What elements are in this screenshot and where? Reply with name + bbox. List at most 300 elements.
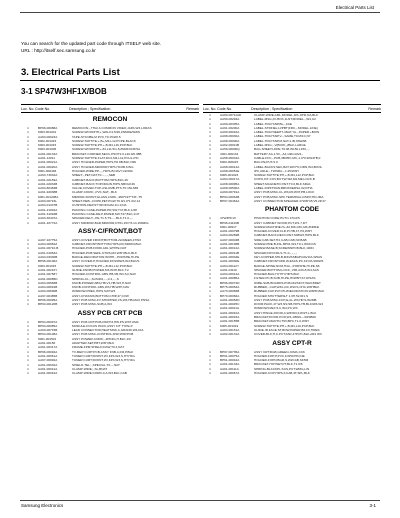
row-description: CLAMP-WIRE;AML,MODEL,1PL,DH0,NA,BLK: [254, 113, 319, 117]
row-description: ASSY POWER-CORD;-,2PINIG,H,BLK,1/0: [72, 336, 131, 341]
row-code: BP96-00092A: [38, 349, 58, 354]
header-description: Description ; Specification: [251, 106, 293, 111]
row-description: ASSY PCB;MISC-CL,W3,RF,W3T,PB,LOCK: [254, 190, 315, 195]
row-code: 6002-001015: [38, 138, 57, 143]
row-loc: 1: [209, 332, 211, 337]
row-description: ASSY PCB MISC-CONTROL;DSP,W3P,PCB: [72, 332, 134, 337]
row-description: SHIELD-TEL;-,SPECIAL,T0.--,NAT: [72, 362, 120, 367]
row-description: WINDOW;D/EX,5,C,W4,PC,W3: [254, 306, 298, 311]
row-loc: 1: [209, 216, 211, 221]
row-description: SPACER-FELT;-,PE,T1.5,TS---,.BLK,T1.0,-,-: [72, 216, 133, 221]
row-description: WIRE-SUB,BOARDS,PCB,M4/SFCT,WA0,BRET: [254, 280, 321, 285]
row-code: AA97-00092A: [38, 358, 58, 363]
row-code: BP61-00075A: [220, 353, 240, 358]
row-loc: 1: [209, 371, 211, 376]
row-description: LABEL-MSG;-,V(BOW,-)/BLK,LARGE: [254, 143, 306, 148]
row-loc: 1: [209, 117, 211, 122]
row-loc: 1: [27, 164, 29, 169]
group-title: REMOCON: [92, 116, 128, 123]
row-description: HOLDER-COVER;CLR,PI,HB,47,H3,W3H: [254, 229, 312, 234]
table-header: [203, 104, 381, 113]
row-loc: 1: [209, 130, 211, 135]
row-code: AA61-10772A: [38, 220, 58, 225]
row-description: BRACKET;DOOR,PCR,W4,J/8W6---/02SB06: [254, 315, 316, 320]
row-loc: 1: [209, 267, 211, 272]
row-loc: 1: [27, 349, 29, 354]
row-description: CABINET-FRONT;MID,W,ESAS,PC,FZ,PA,S96W3: [254, 259, 324, 264]
row-code: AA64-00112Y: [220, 263, 240, 268]
row-code: AA97-00485B: [38, 293, 58, 298]
header-loc: Loc. No.: [203, 106, 217, 111]
row-loc: 1: [27, 302, 29, 307]
row-loc: 1: [27, 151, 29, 156]
row-description: ASSY CONNECTOR;SPEAKER,47W3H,B,V5,2P,47: [254, 198, 326, 203]
row-loc: 1: [209, 259, 211, 264]
row-loc: 1: [209, 237, 211, 242]
parts-rows-right: [203, 113, 381, 375]
row-code: AA68-00051E: [220, 168, 240, 173]
row-description: LABEL-TRAYSNP,M,NAT,4,/B,3SWAB: [254, 138, 307, 143]
row-code: AA61-00710-B: [38, 246, 59, 251]
row-code: AA68-00014A: [220, 164, 240, 169]
row-loc: 1: [27, 216, 29, 221]
row-description: HOLDER-WIRE;PP,-,-,HIPS-B,NAVY,22/28A: [72, 168, 133, 173]
header-remark: Remark: [186, 106, 199, 111]
row-code: AA64-80484B: [38, 186, 58, 191]
row-description: SPACER-BOTTOM,LOCK,,V96,A33-8,W4,SAS: [254, 267, 319, 272]
row-description: ASSY-COVER FRONT;BOTTOM+SCREEN,47W3: [72, 237, 141, 242]
row-code: AA61-00054D: [220, 297, 240, 302]
row-loc: 1: [27, 156, 29, 161]
row-loc: 1: [209, 151, 211, 156]
row-loc: 1: [27, 289, 29, 294]
row-loc: 1: [209, 186, 211, 191]
header-code: Code No.: [217, 106, 233, 111]
row-loc: 1: [27, 237, 29, 242]
row-description: KNOB-CONTROL;ABS,W3,HB,W3H,NAV: [72, 285, 130, 290]
row-loc: 1: [209, 272, 211, 277]
row-code: AA61-00155B: [220, 319, 240, 324]
row-description: ASSY COVER-P;HOLDER,FP,S96W3,W3,BLK/S: [72, 259, 140, 264]
row-code: AA68-00000A: [220, 138, 240, 143]
row-code: AA59-00000Q: [220, 147, 240, 152]
row-description: BRACKET-HOTSET,PT,BLK,T1.0/6: [254, 362, 303, 367]
row-code: AA61-00067A: [220, 371, 240, 376]
row-code: BP61-00042A: [220, 358, 240, 363]
row-loc: 1: [209, 173, 211, 178]
row-code: AA61-00061A: [38, 353, 58, 358]
row-description: SHEET-HEB;-,FOPR,PET,PGW,T0.0/1,0*1.0/2.14: [72, 199, 141, 204]
row-loc: 1: [27, 143, 29, 148]
row-loc: 1: [209, 160, 211, 165]
row-description: BAG-SHEET;LDPE,T0.08,W150,L150,-,-: [254, 147, 310, 152]
row-loc: 1: [209, 327, 211, 332]
row-description: WINDOW-PREC,HIPS,NAT,W3: [72, 289, 116, 294]
row-description: TAPE-STCUBE,M,PVC,T0.15/2/0.5: [72, 134, 121, 139]
row-loc: 1: [27, 276, 29, 281]
row-description: RUBBER;CUP,PUT,PIU/DECORATION,W3PR,BLK: [254, 289, 325, 294]
row-loc: 1: [209, 246, 211, 251]
row-loc: 1: [209, 233, 211, 238]
row-description: HOLDER;SHUTTERSLT 1.0H,52,IR1,S: [254, 293, 309, 298]
row-loc: 1: [209, 220, 211, 225]
row-loc: 1: [209, 289, 211, 294]
row-description: SCREW-MACHINE;H+,#2,M3x,MC,M4,ZNMFE: [254, 224, 320, 229]
row-code: AA61-00196B: [220, 242, 240, 247]
row-code: BP94-00108A: [38, 332, 58, 337]
row-loc: 1: [27, 207, 29, 212]
row-description: ASSY MIRROR-BAR;MIRROR,DT61,15/7/3.14,150MCL: [72, 220, 150, 225]
row-loc: 1: [209, 358, 211, 363]
row-loc: 1: [209, 121, 211, 126]
row-code: AA63-73032A: [38, 173, 58, 178]
row-code: AA61-00111A: [220, 366, 239, 371]
row-code: AA61-00021A: [38, 160, 58, 165]
row-loc: 1: [27, 242, 29, 247]
row-loc: 1: [27, 147, 29, 152]
row-code: AA62-00131A: [220, 332, 240, 337]
row-code: AA62-00011B: [220, 143, 240, 148]
row-description: SHEET;-,PET,NAT,T0.--,-,-,SEB: [72, 173, 116, 178]
row-description: DOOR;PACK,47,W3,NS;SB,HIPS,H5,BLK/W3-W4: [254, 302, 324, 307]
row-code: AA61-00317A: [38, 345, 58, 350]
row-code: AA61-00012A: [38, 366, 58, 371]
row-description: BAG PE;PUT/1.0: [254, 160, 278, 165]
row-loc: 1: [27, 280, 29, 285]
row-loc: 1: [27, 319, 29, 324]
row-description: ASSY HOLDER-PAPER;HIPS,H0.8B,BLK,N96: [72, 160, 137, 165]
row-code: AA61-00012A: [220, 246, 240, 251]
row-code: AA60-00711AD: [220, 113, 242, 117]
row-code: AA64-00690B: [38, 289, 58, 294]
row-code: 6000-000015: [220, 160, 239, 165]
row-code: AA61-31094B: [38, 211, 58, 216]
row-code: AA61-00200A: [220, 125, 240, 130]
subsection-title: 3-1 SP47W3HF1X/BOB: [21, 87, 107, 96]
row-loc: 1: [27, 134, 29, 139]
row-description: CABLE-FFC;-,PCB,3B/05C,M3,-1.0*0.9/W4TB,0: [254, 155, 321, 160]
update-note: [21, 40, 161, 54]
row-description: CLAMP-WIRE;-,SL,BNAT: [72, 366, 108, 371]
row-loc: 1: [209, 190, 211, 195]
row-description: CUSHION-DEP,STYROFOAM,1/1.0,NA: [72, 203, 127, 208]
row-code: 6005-001019: [220, 323, 239, 328]
row-loc: 1: [27, 177, 29, 182]
row-description: HOLDER-FOP;P,PVC,F,W5CHIN,NE: [254, 353, 305, 358]
row-code: BP96-01126B: [220, 220, 240, 225]
footer-company: Samsung Electronics: [21, 503, 64, 508]
footer-rule: [20, 500, 380, 501]
row-loc: 1: [209, 366, 211, 371]
row-loc: 1: [27, 285, 29, 290]
group-title: PHANTOM CODE: [264, 206, 320, 214]
table-header: [21, 104, 199, 113]
row-loc: 1: [27, 190, 29, 195]
row-description: LABEL-MSG;AY-BOX,1LNT,MODEL,-,W4,U2: [254, 117, 316, 122]
row-loc: 1: [27, 267, 29, 272]
row-loc: 1: [27, 126, 29, 130]
row-description: TUNER;CURT;FRONT,I/O,FZS,W3,S,HT,H4G: [72, 353, 135, 358]
group-title: ASSY CPT-R: [272, 339, 312, 347]
row-code: BP96-00106A: [38, 259, 58, 264]
row-code: BP70-00066A: [220, 293, 240, 298]
footer-page-number: 3-1: [369, 503, 376, 508]
table-row: [203, 371, 381, 375]
row-description: KEY-COPPER,SHLB,M3/2SSBAP,DAV,DA,W5AS: [254, 254, 323, 259]
row-loc: 1: [209, 315, 211, 320]
row-description: FILTER-PC;B,SUB,HI-PE,HI/W5H,S7,R/SAS: [254, 276, 316, 281]
row-code: AA63-00023A: [38, 134, 58, 139]
row-loc: 1: [209, 297, 211, 302]
row-code: BP96-00088A: [38, 126, 58, 130]
row-code: AA61-01063A: [38, 250, 58, 255]
table-row: [21, 302, 199, 306]
row-description: MIRROR-FRONT;GLASS,LN0D,-,950*197*T4T,-T5: [72, 194, 142, 199]
row-description: ASSY CABINET WOOD;PUT,W1.7,DT: [254, 220, 308, 225]
note-line-2: URL : http://itself.sec.samsung.co.kr: [21, 48, 96, 53]
row-loc: 1: [209, 224, 211, 229]
row-code: 6003-001006: [38, 147, 57, 152]
row-code: AA61-00216Y: [38, 267, 58, 272]
row-code: 6001-001501: [38, 336, 57, 341]
row-code: 6003-001001: [38, 130, 57, 135]
row-code: AA60-00305A: [220, 121, 240, 126]
row-description: BADGE-SPINE;NCM,H4A,-,PORSHE,HI-PE,S6: [254, 263, 320, 268]
row-code: AA97-00004B: [220, 237, 240, 242]
row-code: AA61-00016A: [38, 371, 58, 376]
group-title: ASSY PCB CRT PCB: [77, 309, 143, 317]
row-description: HOLDER-FOPN;BGR,S,W2CAB,SK5M: [254, 358, 309, 363]
row-loc: 1: [27, 362, 29, 367]
row-loc: 1: [27, 186, 29, 191]
row-description: LABEL-STRFIEL;LVPBT(FRC,-,MODEL,LINE): [254, 125, 318, 130]
row-loc: 1: [27, 160, 29, 165]
row-loc: 1: [209, 138, 211, 143]
row-code: AA61-12011: [38, 156, 55, 161]
row-loc: 1: [209, 349, 211, 354]
row-code: AA60-00791A: [220, 190, 240, 195]
row-loc: 1: [27, 293, 29, 298]
row-loc: 1: [209, 306, 211, 311]
row-loc: 1: [27, 328, 29, 333]
row-loc: 1: [27, 259, 29, 264]
row-description: HOLDER-COP;HIPS,F,CAB,4T,SPL,BLK: [254, 371, 310, 376]
row-code: AA68-00500A: [220, 186, 240, 191]
row-code: AA61-00085D: [38, 276, 58, 281]
row-description: LABEL-TRAYSNP,BL,-,FAE: [254, 121, 292, 126]
row-code: AA64-00269B: [220, 233, 240, 238]
row-description: SPRING-CL;-,SUS304,-,-,0.4,-,-,S: [72, 276, 119, 281]
row-code: BP97-00735A: [220, 349, 240, 354]
row-code: 6001-00917: [220, 224, 237, 229]
row-loc: 1: [209, 229, 211, 234]
row-loc: 1: [209, 194, 211, 199]
row-loc: 1: [209, 113, 211, 117]
row-code: 6001-000448: [38, 168, 57, 173]
row-code: AA61-00133A: [38, 151, 58, 156]
row-code: 6003-001015: [38, 263, 57, 268]
header-remark: Remark: [368, 106, 381, 111]
row-code: AA61-00004E: [220, 254, 240, 259]
row-description: ASSY PCB MISC-FV;SHOPPER,VS,W3,HB,MAX,PNSA: [72, 297, 150, 302]
row-loc: 1: [27, 130, 29, 135]
row-code: AA73-00066B: [220, 289, 240, 294]
row-code: AA61-00015A: [220, 315, 240, 320]
row-loc: 1: [27, 211, 29, 216]
row-loc: 1: [209, 284, 211, 289]
row-code: AA61-00032A: [38, 362, 58, 367]
row-code: AA64-00017A: [220, 177, 240, 182]
row-code: AA61-00030E: [220, 259, 240, 264]
row-loc: 1: [209, 181, 211, 186]
row-code: 47W3HF1X: [220, 216, 236, 221]
row-code: AA64-01337B: [38, 203, 58, 208]
row-description: LEAD CONNECTOR;HEATSINK,A,GRAND,W4,DIA: [72, 328, 144, 333]
row-code: AA60-00016A: [220, 130, 240, 135]
parts-rows-left: [21, 113, 199, 375]
row-loc: 1: [27, 336, 29, 341]
row-description: ASSY-CHASSIS;BOTTOM,CHIP,47,CVW: [72, 293, 129, 298]
row-loc: 1: [209, 164, 211, 169]
row-loc: 1: [209, 353, 211, 358]
row-code: BP94-00064B: [220, 194, 240, 199]
row-loc: 1: [27, 138, 29, 143]
row-code: AA61-00156: [38, 341, 56, 346]
header-loc: Loc. No.: [21, 106, 35, 111]
row-description: LABEL-DIPFTRAN;BRNXDERSA,02,P/HA: [254, 186, 313, 191]
row-description: VALUE,COVER-TOP-ASLUMB,PTS,T0.1NLS65: [72, 186, 139, 191]
row-loc: 1: [27, 203, 29, 208]
row-description: ASSY;HINGE,DOOR,A,W3/W3,F,W3/T,L,BLK: [254, 310, 317, 315]
row-loc: 1: [209, 319, 211, 324]
row-loc: 1: [27, 181, 29, 186]
row-loc: 1: [27, 353, 29, 358]
row-description: TV-MEP;CURT;PCB,ASSY FNB,A,FM,P,BLK: [72, 349, 134, 354]
row-description: ASSY CRT;RGB,GREEN,JUMA,CC6: [254, 349, 305, 354]
row-loc: 1: [27, 297, 29, 302]
row-code: AA97-10775A: [38, 237, 58, 242]
row-code: BP94-00120B: [38, 302, 58, 307]
row-description: ASSY PCB CRT;PCB,DSP,H3,HW,PS,W3T,UMA: [72, 319, 139, 324]
row-code: AA61-21094A: [38, 207, 58, 212]
row-loc: 1: [209, 310, 211, 315]
row-loc: 1: [209, 134, 211, 139]
row-description: SCREW-PRE;B,4SL,BP01,W4,T0,1,WCF,DS: [254, 242, 316, 247]
row-loc: 1: [209, 276, 211, 281]
row-code: AA64-03330B: [38, 255, 58, 260]
row-loc: 1: [209, 293, 211, 298]
row-code: AA63-00014A: [220, 272, 240, 277]
row-description: COPO,KIT-COV,BUT;W;SM,M4,ME;LOCK,B: [254, 177, 315, 182]
row-loc: 1: [209, 280, 211, 285]
row-code: AA64-00691B: [38, 285, 58, 290]
row-loc: 1: [27, 246, 29, 251]
section-rule: [20, 80, 380, 81]
parts-column-left: [21, 104, 199, 375]
row-description: TUNER;CURT;FRONT,I/O,FZS,W3,S,HT,H4G: [72, 358, 135, 363]
row-code: BP96-00074D: [220, 280, 240, 285]
row-loc: 1: [209, 155, 211, 160]
row-loc: 1: [27, 366, 29, 371]
row-code: AA59-00294A: [220, 117, 240, 122]
row-description: CABINET-BACK;BOTTOM,HIPS,BLK,46: [72, 177, 128, 182]
row-description: COVER-BLK;H,C,PCT,FAR,47P,PC,BLK+IR4 W3: [254, 332, 322, 337]
row-description: SCREW-TAPTITE;PH,+,B,M4,L12,PCP,BLK: [72, 263, 133, 268]
row-code: AA61-00133A: [220, 362, 240, 367]
row-loc: 1: [27, 272, 29, 277]
row-description: HOLDER-PCB;FORD,ADL,WHITE,NAT: [72, 246, 127, 251]
row-description: ASSY PCB MISC-SUB;A,W3: [72, 302, 112, 307]
row-description: REMOCON;-,THAI A COMMON VIDEO,JAPA,W3,LORAS: [72, 126, 152, 130]
row-loc: 1: [209, 250, 211, 255]
row-loc: 1: [27, 263, 29, 268]
row-code: AA61-00011A: [220, 306, 240, 311]
row-description: GUIDE-IR,FACE;ST,BOW,PAPER,B6,F3,TIRES: [254, 327, 320, 332]
row-code: BP96-00095A: [38, 297, 58, 302]
row-description: CLAMP-WIRE;CORD-0,A,W3,BLK,CAB: [72, 371, 127, 376]
row-loc: 1: [209, 263, 211, 268]
row-code: AA61-00020A: [38, 164, 58, 169]
row-code: 6005-001023: [220, 173, 239, 178]
row-description: SHEET-MAGNETIC;PET,T0.0,BLK,SRA1: [254, 181, 311, 186]
row-loc: 1: [27, 168, 29, 173]
table-row: [203, 332, 381, 336]
row-description: PHANTOM CODE;PUT/1 47C2/5: [254, 216, 300, 221]
row-description: BRACKET-CORNER;SECC,PSOT2.0,L40.0/0.38B: [72, 151, 142, 156]
row-description: HOLDER-PCB;SEDL,N70/S,M3,W3H,BLK,BLK: [72, 250, 137, 255]
row-loc: 1: [209, 177, 211, 182]
row-description: CLAMP-CORD;-,PVC,NAT,-,BLK: [72, 190, 117, 195]
row-loc: 1: [27, 173, 29, 178]
table-row: [21, 371, 199, 375]
row-code: 4301-000134: [220, 151, 239, 156]
row-loc: 1: [209, 323, 211, 328]
parts-column-right: [203, 104, 381, 375]
row-description: BADGE-DECORATION;W3HH,-,PORSHE,HI-PE: [72, 255, 140, 260]
row-loc: 1: [209, 254, 211, 259]
row-loc: 1: [209, 147, 211, 152]
group-title: ASSY-C/FRONT,BOT: [77, 227, 143, 235]
row-description: SCREW-TAPTITE;+,B+,M4,L12,PCPE,BLACK: [72, 138, 136, 143]
row-description: SCREW-WOODHH;+,#4,L11.5/1.8,ZNMFCFR/SA: [72, 147, 141, 152]
header-code: Code No.: [35, 106, 51, 111]
row-code: AA60-00715B: [38, 328, 58, 333]
row-description: FRAME-FPM;SHIELD,DAW,T0.4,NAT: [72, 345, 125, 350]
row-code: AA61-00079B: [220, 229, 240, 234]
row-code: AA64-00151A: [220, 327, 240, 332]
row-loc: 1: [27, 199, 29, 204]
row-code: AA63-00716L: [38, 199, 57, 204]
row-description: PACKING CASE-DE;P,PAPER,SW,T47,BLK,1/47: [72, 211, 140, 216]
row-description: GUIDE-KNOB;POWER,M3,W3H,BLK,T.2: [72, 267, 129, 272]
row-description: ASSY PCB;MISC-FCH,E,AL,W3,HP,S-W2MB: [254, 297, 317, 302]
row-description: LABEL-TRAYSNP,V--,SAME,T0.M/1C,N7: [254, 134, 311, 139]
row-description: CABINET-BACK;TOP,DRAIN,HIPS,NBOLK46: [72, 181, 135, 186]
row-code: AA64-00962Z: [38, 242, 58, 247]
row-description: SPACER;DP,CNFLS,T1.0,-,-,-,-: [254, 250, 297, 255]
row-loc: 1: [209, 302, 211, 307]
row-description: MODULE-FOCUS PACK,ASSY FIT TYPE-P: [72, 323, 133, 328]
row-description: SCREW-BASE;B,SCREWNPCB,BLK,100N: [254, 246, 314, 251]
row-code: AA61-02159A: [38, 177, 58, 182]
row-code: AA61-00768Y: [38, 272, 58, 277]
row-loc: 1: [27, 341, 29, 346]
row-loc: 1: [209, 242, 211, 247]
row-description: BRACKET-MANTN,T9V,BPC,T1.0,W3H: [254, 319, 309, 324]
row-code: AA61-00011B: [220, 250, 240, 255]
row-code: BP94-00097A: [38, 319, 58, 324]
row-code: AA61-00010A: [220, 310, 240, 315]
